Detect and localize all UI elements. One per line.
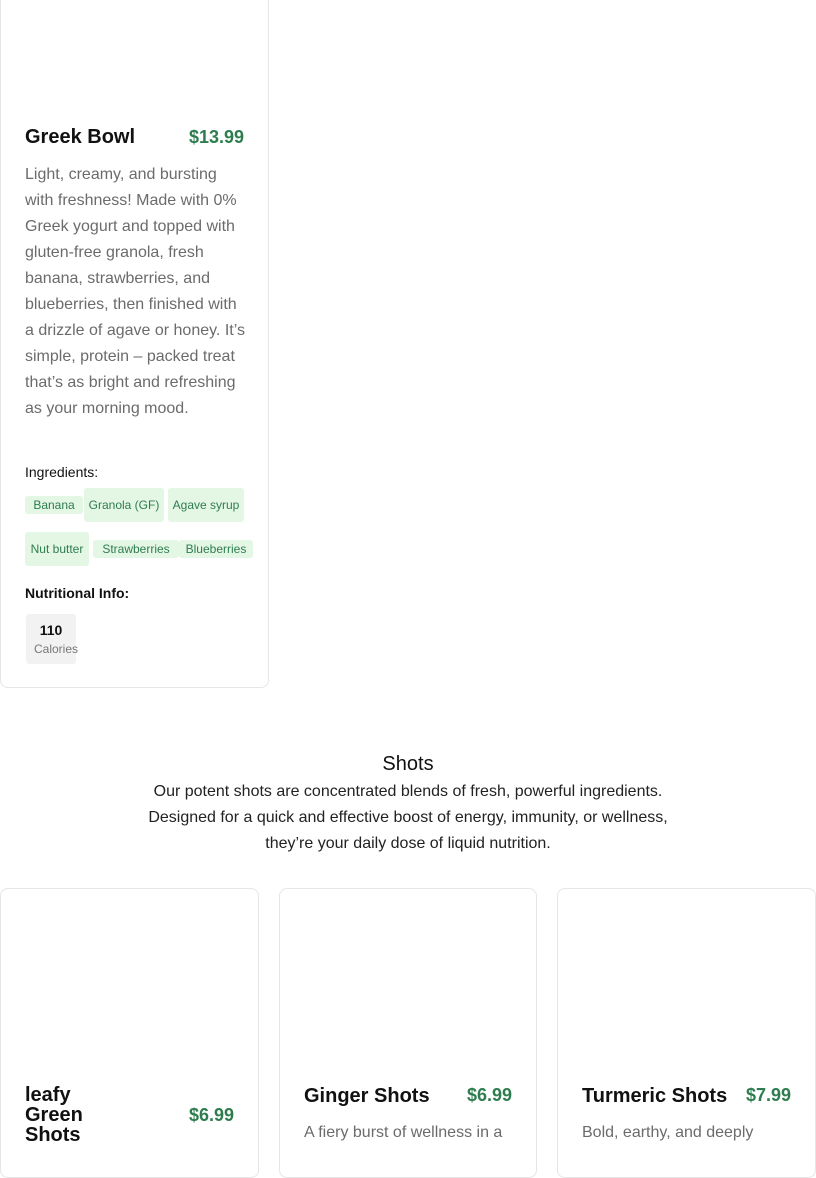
product-price: $6.99 <box>188 1105 234 1125</box>
shots-section-heading: Shots <box>382 753 434 775</box>
product-price: $13.99 <box>188 127 244 147</box>
calories-label: Calories <box>34 642 79 656</box>
product-title: Ginger Shots <box>304 1085 430 1107</box>
calories-value: 110 <box>39 622 63 638</box>
product-description: Light, creamy, and bursting with freshness! Made with 0% Greek yogurt and topped with gluten-free granola, fresh banana, strawberries, and blueberries, then finished with a drizzle of agave or honey. It’s simple, protein – packed treat that’s as bright and refreshing as your morning mood. <box>25 166 245 417</box>
ingredient-chip: Granola (GF) <box>84 488 164 522</box>
ingredient-chip: Blueberries <box>179 540 253 558</box>
shot-card-ginger <box>279 888 537 1178</box>
shots-section-description: Our potent shots are concentrated blends of fresh, powerful ingredients. Designed for a quick and effective boost of energy, immunity, or wellness, they’re your daily dose of liquid nutrition. <box>148 783 668 852</box>
ingredients-label: Ingredients: <box>25 464 99 480</box>
greek-bowl-card <box>0 0 269 688</box>
product-description: Bold, earthy, and deeply <box>582 1124 754 1141</box>
product-title: Greek Bowl <box>25 126 136 148</box>
product-price: $7.99 <box>745 1085 791 1105</box>
product-title: leafy Green Shots <box>25 1084 83 1146</box>
product-title: Turmeric Shots <box>582 1085 728 1107</box>
ingredient-chip: Banana <box>25 496 83 514</box>
nutrition-label: Nutritional Info: <box>25 585 130 601</box>
ingredient-chip: Nut butter <box>25 532 89 566</box>
shot-card-leafy-green <box>0 888 259 1178</box>
product-price: $6.99 <box>466 1085 512 1105</box>
shot-card-turmeric <box>557 888 816 1178</box>
product-description: A fiery burst of wellness in a <box>304 1124 503 1141</box>
nutrition-calories-box <box>26 614 79 664</box>
ingredient-chip: Agave syrup <box>168 488 244 522</box>
ingredient-chip: Strawberries <box>93 540 179 558</box>
